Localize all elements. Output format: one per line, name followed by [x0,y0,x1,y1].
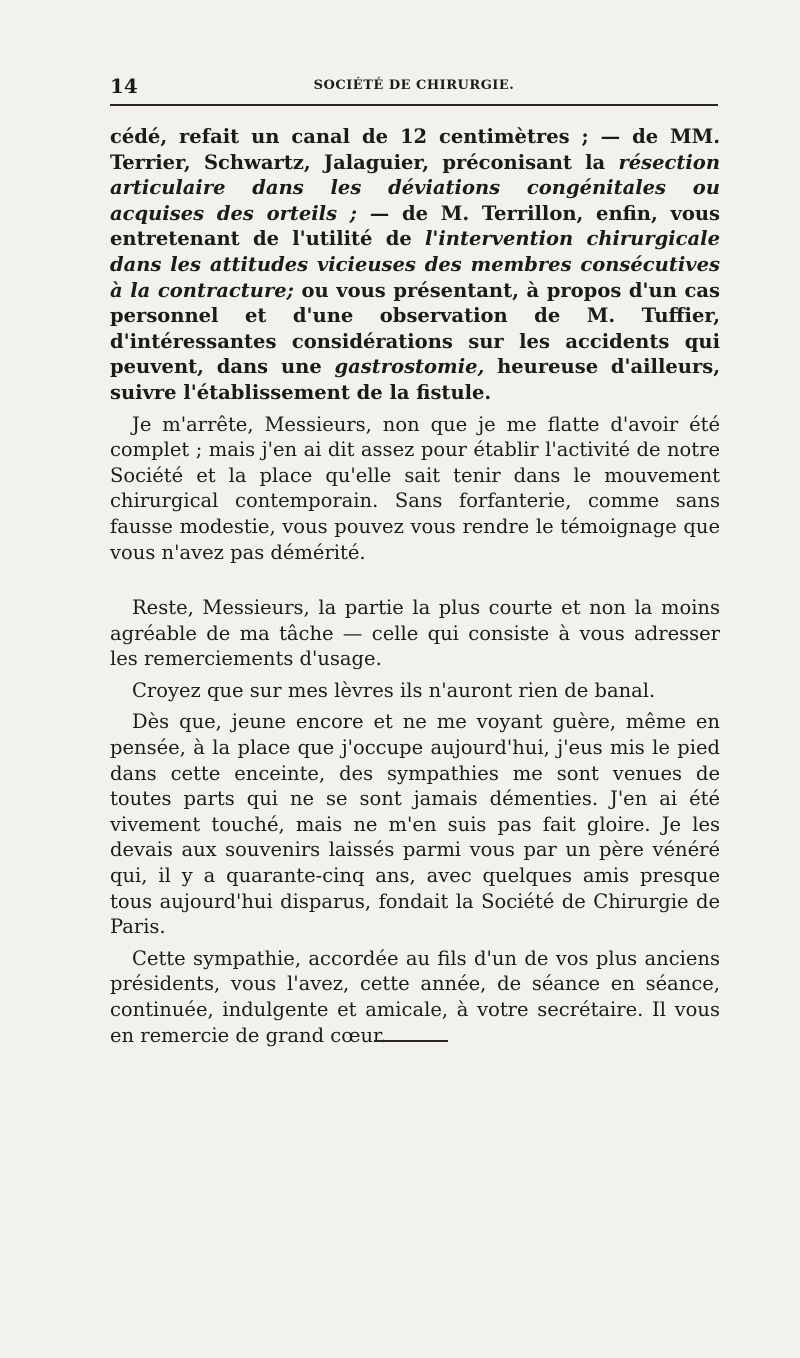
paragraph: Cette sympathie, accordée au fils d'un de vos plus anciens présidents, vous l'avez, cette année, de séance en séance, continuée, indulgente et amicale, à votre secrétaire. Il vous en remercie de grand cœur. [110,946,720,1047]
text-run: — de M. Terrillon, enfin, vous entretenant de l'utilité de [110,201,720,251]
page-number: 14 [110,74,138,98]
paragraph: Je m'arrête, Messieurs, non que je me flatte d'avoir été complet ; mais j'en ai dit assez pour établir l'activité de notre Société et la place qu'elle sait tenir dans le mouvement chirurgical contemporain. Sans forfanterie, comme sans fausse modestie, vous pouvez vous rendre le témoignage que vous n'avez pas démérité. [110,412,720,564]
paragraph: Croyez que sur mes lèvres ils n'auront rien de banal. [132,678,656,702]
text-run: cédé, refait un canal de 12 centimètres ; — de MM. Terrier, Schwartz, Jalaguier, préconisant la [110,125,720,174]
paragraph: Reste, Messieurs, la partie la plus courte et non la moins agréable de ma tâche — celle qui consiste à vous adresser les remerciements d'usage. [110,596,720,671]
header-rule [110,104,718,106]
text-run: heureuse d'ailleurs, suivre l'établissement de la fistule. [110,355,720,404]
closing-rule [374,1040,448,1042]
running-title: SOCIÉTÉ DE CHIRURGIE. [313,78,515,93]
text-run: ou vous présentant, à propos d'un cas personnel et d'une observation de M. Tuffier, d'intéressantes considérations sur les accidents qui peuvent, dans une [110,278,720,379]
italic-run: gastrostomie, [334,355,485,379]
italic-run: l'intervention chirurgicale dans les attitudes vicieuses des membres consécutives à la contracture; [110,227,720,302]
paragraph: Dès que, jeune encore et ne me voyant guère, même en pensée, à la place que j'occupe aujourd'hui, j'eus mis le pied dans cette enceinte, des sympathies me sont venues de toutes parts qui ne se sont jamais démenties. J'en ai été vivement touché, mais ne m'en suis pas fait gloire. Je les devais aux souvenirs laissés parmi vous par un père vénéré qui, il y a quarante-cinq ans, avec quelques amis presque tous aujourd'hui disparus, fondait la Société de Chirurgie de Paris. [110,710,720,939]
page-header [110,74,718,100]
body-text [110,124,720,1054]
paragraph-continued [110,124,720,406]
italic-run: résection articulaire dans les déviations congénitales ou acquises des orteils ; [110,150,720,225]
